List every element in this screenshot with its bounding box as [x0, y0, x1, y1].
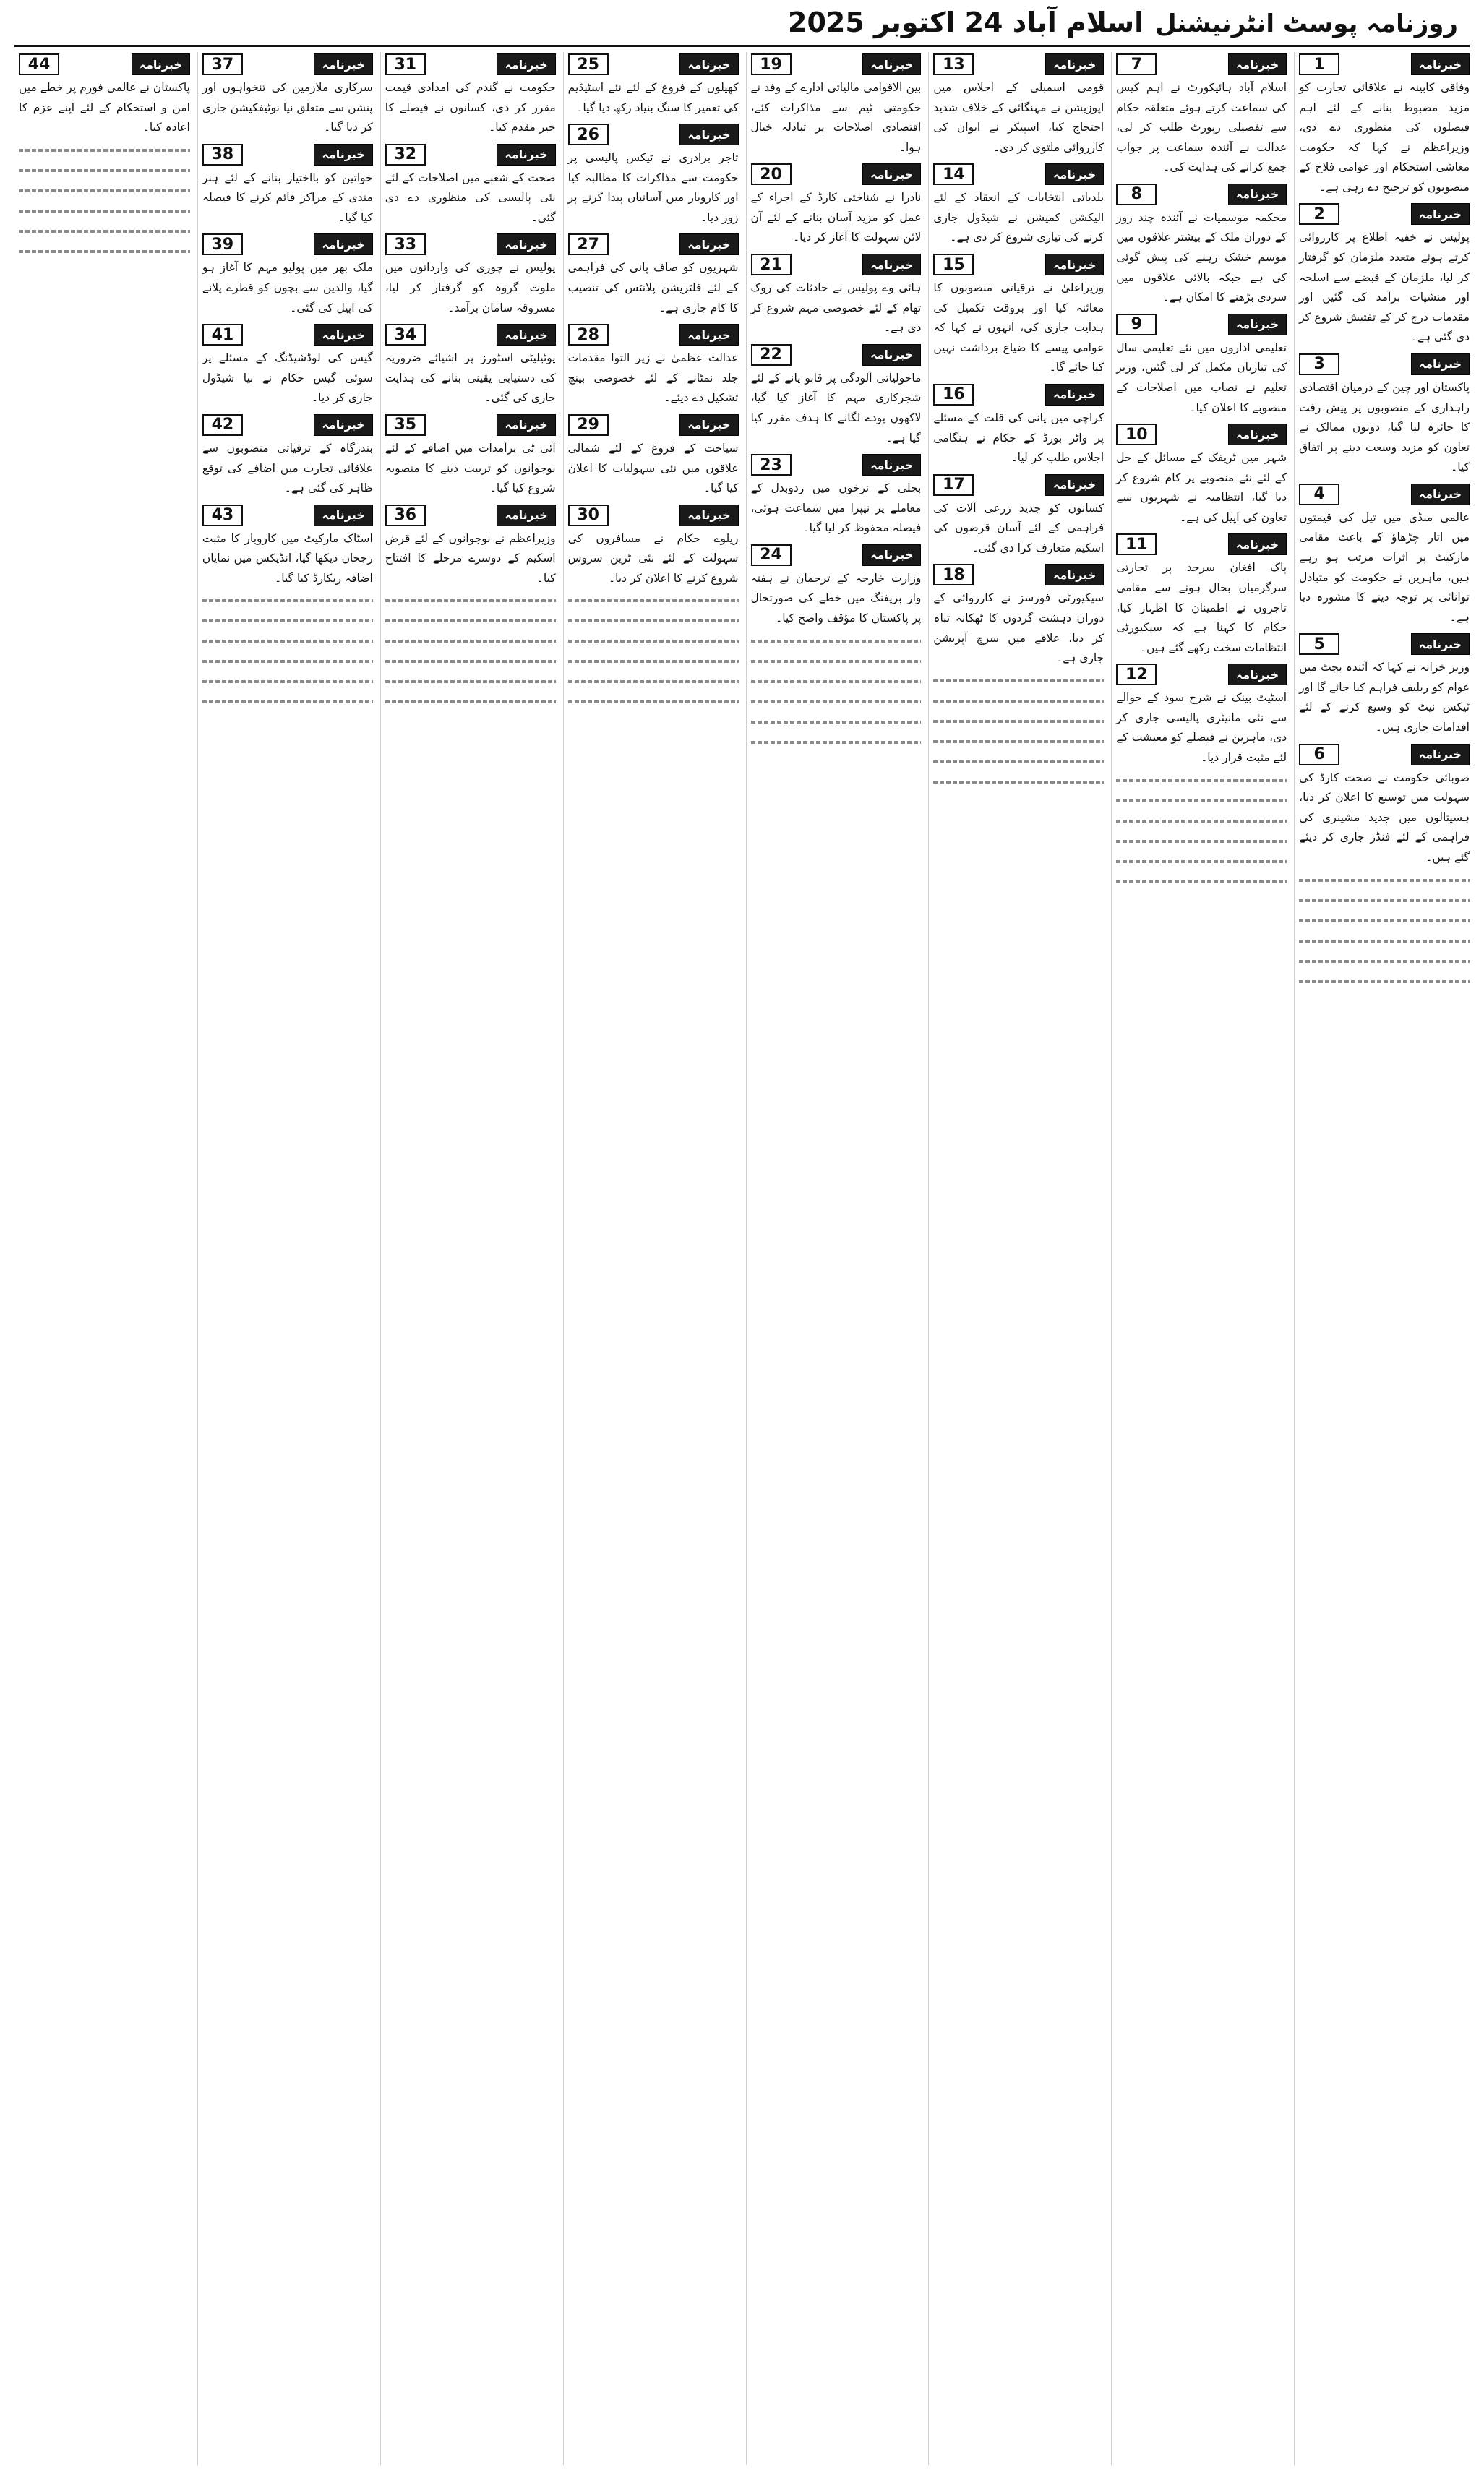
news-item	[568, 122, 739, 228]
news-body: وفاقی کابینہ نے علاقائی تجارت کو مزید مضبوط بنانے کے لئے اہم فیصلوں کی منظوری دے دی، وزیراعظم نے کہا کہ حکومت معاشی استحکام اور عوامی فلاح کے منصوبوں کو ترجیح دے رہی ہے۔	[1299, 81, 1470, 194]
news-body: بین الاقوامی مالیاتی ادارے کے وفد نے حکومتی ٹیم سے مذاکرات کئے، اقتصادی اصلاحات پر تبادلہ خیال ہوا۔	[750, 81, 922, 154]
column-rule	[385, 700, 556, 703]
masthead-title	[788, 7, 1458, 38]
news-item	[1299, 52, 1470, 197]
news-item	[385, 503, 556, 589]
news-body: تعلیمی اداروں میں نئے تعلیمی سال کی تیاریاں مکمل کر لی گئیں، وزیر تعلیم نے نصاب میں اصلاحات کے منصوبے کا اعلان کیا۔	[1116, 340, 1287, 414]
news-item	[1299, 352, 1470, 478]
news-item-header	[1299, 53, 1470, 75]
news-column	[746, 52, 922, 2465]
column-rule	[568, 599, 739, 602]
news-tag: خبرنامہ	[314, 53, 372, 75]
city-date: اسلام آباد 24 اکتوبر 2025	[788, 7, 1144, 38]
news-number: 3	[1299, 353, 1339, 375]
column-rule	[202, 700, 373, 703]
column-rule	[385, 619, 556, 622]
news-tag: خبرنامہ	[497, 505, 555, 526]
news-number: 6	[1299, 744, 1339, 765]
news-item-header	[751, 454, 922, 476]
news-item	[385, 322, 556, 408]
news-number: 16	[933, 384, 974, 406]
news-number: 35	[385, 414, 426, 436]
news-item	[385, 52, 556, 138]
news-tag: خبرنامہ	[1228, 424, 1287, 445]
news-item-header	[1116, 314, 1287, 335]
news-item	[933, 382, 1104, 468]
news-item-header	[1299, 633, 1470, 655]
news-number: 42	[202, 414, 243, 436]
news-tag: خبرنامہ	[1228, 664, 1287, 685]
column-rule	[385, 660, 556, 663]
news-column	[197, 52, 373, 2465]
news-item	[202, 142, 373, 228]
news-number: 22	[751, 344, 792, 366]
news-item	[385, 413, 556, 499]
column-rule	[568, 700, 739, 703]
news-item-header	[1116, 53, 1287, 75]
news-item-header	[385, 414, 556, 436]
news-number: 37	[202, 53, 243, 75]
news-tag: خبرنامہ	[1045, 474, 1104, 496]
news-number: 30	[568, 505, 609, 526]
news-tag: خبرنامہ	[497, 414, 555, 436]
news-item-header	[202, 144, 373, 166]
column-rule	[385, 640, 556, 643]
news-item	[933, 252, 1104, 378]
news-item-header	[385, 233, 556, 255]
news-number: 5	[1299, 633, 1339, 655]
news-tag: خبرنامہ	[862, 254, 921, 275]
column-rule	[1299, 940, 1470, 943]
news-tag: خبرنامہ	[1411, 53, 1470, 75]
news-tag: خبرنامہ	[1045, 163, 1104, 185]
column-rule	[1299, 919, 1470, 922]
news-number: 33	[385, 233, 426, 255]
news-item-header	[933, 163, 1104, 185]
news-tag: خبرنامہ	[1228, 53, 1287, 75]
news-body: یوٹیلیٹی اسٹورز پر اشیائے ضروریہ کی دستیابی یقینی بنانے کی ہدایت جاری کی گئی۔	[385, 351, 556, 405]
news-number: 10	[1116, 424, 1157, 445]
column-rule	[1299, 960, 1470, 963]
news-tag: خبرنامہ	[1228, 184, 1287, 205]
masthead	[0, 0, 1484, 45]
column-rule	[933, 760, 1104, 763]
news-item	[202, 52, 373, 138]
column-rule	[933, 700, 1104, 703]
news-item-header	[1116, 424, 1287, 445]
news-tag: خبرنامہ	[497, 144, 555, 166]
news-body: سیکیورٹی فورسز نے کارروائی کے دوران دہشت گردوں کا ٹھکانہ تباہ کر دیا، علاقے میں سرچ آپریشن جاری ہے۔	[933, 591, 1105, 665]
news-item	[1116, 312, 1287, 418]
news-number: 31	[385, 53, 426, 75]
news-number: 20	[751, 163, 792, 185]
news-tag: خبرنامہ	[314, 505, 372, 526]
column-rule	[19, 230, 190, 233]
news-item	[568, 503, 739, 589]
news-body: آئی ٹی برآمدات میں اضافے کے لئے نوجوانوں کو تربیت دینے کا منصوبہ شروع کیا گیا۔	[385, 441, 556, 495]
news-item	[202, 322, 373, 408]
news-number: 15	[933, 254, 974, 275]
column-rule	[751, 680, 922, 683]
news-body: قومی اسمبلی کے اجلاس میں اپوزیشن نے مہنگائی کے خلاف شدید احتجاج کیا، اسپیکر نے ایوان کی کارروائی ملتوی کر دی۔	[933, 81, 1105, 154]
news-number: 19	[751, 53, 792, 75]
news-item	[1116, 662, 1287, 768]
news-body: اسٹاک مارکیٹ میں کاروبار کا مثبت رجحان دیکھا گیا، انڈیکس میں نمایاں اضافہ ریکارڈ کیا گیا۔	[202, 531, 373, 585]
column-rule	[19, 189, 190, 192]
news-item	[1116, 182, 1287, 308]
news-item-header	[568, 324, 739, 346]
news-body: کراچی میں پانی کی قلت کے مسئلے پر واٹر بورڈ کے حکام نے ہنگامی اجلاس طلب کر لیا۔	[933, 411, 1105, 465]
news-tag: خبرنامہ	[1411, 633, 1470, 655]
column-rule	[568, 680, 739, 683]
news-tag: خبرنامہ	[314, 324, 372, 346]
column-rule	[19, 149, 190, 152]
news-number: 18	[933, 564, 974, 585]
news-number: 1	[1299, 53, 1339, 75]
news-item	[933, 52, 1104, 158]
news-item-header	[1116, 533, 1287, 555]
column-rule	[751, 741, 922, 744]
news-item	[568, 322, 739, 408]
news-body: عالمی منڈی میں تیل کی قیمتوں میں اتار چڑھاؤ کے باعث مقامی مارکیٹ پر اثرات مرتب ہو رہے ہیں، ماہرین نے حکومت کو متبادل توانائی پر توجہ دینے کا مشورہ دیا ہے۔	[1299, 510, 1470, 624]
news-item	[751, 162, 922, 248]
column-rule	[19, 250, 190, 253]
news-body: اسلام آباد ہائیکورٹ نے اہم کیس کی سماعت کرتے ہوئے متعلقہ حکام سے تفصیلی رپورٹ طلب کر لی، عدالت نے آئندہ سماعت پر جواب جمع کرانے کی ہدایت کی۔	[1116, 81, 1287, 174]
news-item	[202, 232, 373, 318]
news-number: 32	[385, 144, 426, 166]
news-tag: خبرنامہ	[679, 505, 738, 526]
news-column	[1111, 52, 1287, 2465]
news-item-header	[568, 53, 739, 75]
column-rule	[19, 169, 190, 172]
column-rule	[1116, 880, 1287, 883]
news-number: 36	[385, 505, 426, 526]
news-number: 44	[19, 53, 59, 75]
news-item	[1299, 482, 1470, 627]
news-number: 13	[933, 53, 974, 75]
news-tag: خبرنامہ	[862, 344, 921, 366]
news-body: محکمہ موسمیات نے آئندہ چند روز کے دوران ملک کے بیشتر علاقوں میں موسم خشک رہنے کی پیش گوئی کی ہے جبکہ بالائی علاقوں میں سردی بڑھنے کا امکان ہے۔	[1116, 210, 1287, 304]
news-tag: خبرنامہ	[1411, 353, 1470, 375]
news-body: وزیر خزانہ نے کہا کہ آئندہ بجٹ میں عوام کو ریلیف فراہم کیا جائے گا اور ٹیکس نیٹ کو وسیع کرنے کے لئے اقدامات جاری ہیں۔	[1299, 661, 1470, 734]
news-item	[751, 52, 922, 158]
column-rule	[933, 781, 1104, 784]
news-item-header	[1116, 184, 1287, 205]
news-tag: خبرنامہ	[1045, 384, 1104, 406]
news-item	[1299, 742, 1470, 868]
news-number: 27	[568, 233, 609, 255]
news-number: 21	[751, 254, 792, 275]
news-body: صحت کے شعبے میں اصلاحات کے لئے نئی پالیسی کی منظوری دے دی گئی۔	[385, 171, 556, 224]
news-item-header	[385, 324, 556, 346]
news-body: پاکستان نے عالمی فورم پر خطے میں امن و استحکام کے لئے اپنے عزم کا اعادہ کیا۔	[19, 81, 190, 134]
column-rule	[385, 680, 556, 683]
news-body: اسٹیٹ بینک نے شرح سود کے حوالے سے نئی مانیٹری پالیسی جاری کر دی، ماہرین نے فیصلے کو معیشت کے لئے مثبت قرار دیا۔	[1116, 691, 1287, 765]
news-item-header	[202, 233, 373, 255]
news-item-header	[1299, 353, 1470, 375]
news-tag: خبرنامہ	[1228, 314, 1287, 335]
paper-name: روزنامہ پوسٹ انٹرنیشنل	[1155, 9, 1458, 38]
news-tag: خبرنامہ	[497, 324, 555, 346]
news-number: 25	[568, 53, 609, 75]
news-item-header	[751, 344, 922, 366]
news-body: سرکاری ملازمین کی تنخواہوں اور پنشن سے متعلق نیا نوٹیفکیشن جاری کر دیا گیا۔	[202, 81, 373, 134]
news-tag: خبرنامہ	[314, 233, 372, 255]
news-tag: خبرنامہ	[862, 163, 921, 185]
news-item	[1116, 52, 1287, 178]
news-body: ریلوے حکام نے مسافروں کی سہولت کے لئے نئی ٹرین سروس شروع کرنے کا اعلان کر دیا۔	[567, 531, 739, 585]
news-item-header	[933, 474, 1104, 496]
column-rule	[1299, 879, 1470, 882]
news-item-header	[19, 53, 190, 75]
column-rule	[568, 660, 739, 663]
column-rule	[568, 619, 739, 622]
news-tag: خبرنامہ	[1045, 254, 1104, 275]
news-item-header	[202, 505, 373, 526]
news-item-header	[751, 544, 922, 566]
news-body: حکومت نے گندم کی امدادی قیمت مقرر کر دی، کسانوں نے فیصلے کا خیر مقدم کیا۔	[385, 81, 556, 134]
news-tag: خبرنامہ	[1411, 744, 1470, 765]
news-number: 11	[1116, 533, 1157, 555]
column-rule	[933, 740, 1104, 743]
news-item-header	[933, 564, 1104, 585]
news-number: 8	[1116, 184, 1157, 205]
news-tag: خبرنامہ	[1411, 203, 1470, 225]
column-rule	[751, 721, 922, 724]
column-rule	[202, 660, 373, 663]
news-body: تاجر برادری نے ٹیکس پالیسی پر حکومت سے مذاکرات کا مطالبہ کیا اور کاروبار میں آسانیاں پیدا کرنے پر زور دیا۔	[567, 151, 739, 224]
news-number: 41	[202, 324, 243, 346]
news-item-header	[751, 254, 922, 275]
news-number: 28	[568, 324, 609, 346]
column-rule	[202, 680, 373, 683]
news-tag: خبرنامہ	[862, 544, 921, 566]
news-item-header	[568, 233, 739, 255]
column-rule	[19, 210, 190, 213]
news-tag: خبرنامہ	[497, 233, 555, 255]
news-number: 38	[202, 144, 243, 166]
column-rule	[568, 640, 739, 643]
news-tag: خبرنامہ	[679, 324, 738, 346]
news-number: 9	[1116, 314, 1157, 335]
news-body: شہر میں ٹریفک کے مسائل کے حل کے لئے نئے منصوبے پر کام شروع کر دیا گیا، انتظامیہ نے شہریوں سے تعاون کی اپیل کی ہے۔	[1116, 451, 1287, 524]
news-item	[19, 52, 190, 138]
news-item	[751, 343, 922, 448]
news-body: ملک بھر میں پولیو مہم کا آغاز ہو گیا، والدین سے بچوں کو قطرے پلانے کی اپیل کی گئی۔	[202, 261, 373, 314]
news-tag: خبرنامہ	[497, 53, 555, 75]
news-item	[1116, 532, 1287, 658]
news-body: خواتین کو بااختیار بنانے کے لئے ہنر مندی کے مراکز قائم کرنے کا فیصلہ کیا گیا۔	[202, 171, 373, 224]
news-item-header	[568, 505, 739, 526]
news-item	[202, 503, 373, 589]
news-item	[568, 52, 739, 118]
news-item-header	[202, 53, 373, 75]
column-rule	[751, 660, 922, 663]
news-item	[568, 413, 739, 499]
column-rule	[751, 700, 922, 703]
news-item	[933, 562, 1104, 668]
news-body: صوبائی حکومت نے صحت کارڈ کی سہولت میں توسیع کا اعلان کر دیا، ہسپتالوں میں جدید مشینری کی فراہمی کے لئے فنڈز جاری کر دیئے گئے ہیں۔	[1299, 771, 1470, 864]
news-number: 23	[751, 454, 792, 476]
news-number: 39	[202, 233, 243, 255]
news-tag: خبرنامہ	[862, 53, 921, 75]
news-item	[751, 452, 922, 539]
column-rule	[1116, 860, 1287, 863]
news-tag: خبرنامہ	[679, 53, 738, 75]
news-item	[1299, 632, 1470, 737]
news-body: عدالت عظمیٰ نے زیر التوا مقدمات جلد نمٹانے کے لئے خصوصی بینچ تشکیل دے دیئے۔	[567, 351, 739, 405]
news-tag: خبرنامہ	[1045, 53, 1104, 75]
news-body: ہائی وے پولیس نے حادثات کی روک تھام کے لئے خصوصی مہم شروع کر دی ہے۔	[750, 281, 922, 335]
news-body: شہریوں کو صاف پانی کی فراہمی کے لئے فلٹریشن پلانٹس کی تنصیب کا کام جاری ہے۔	[567, 261, 739, 314]
column-rule	[202, 599, 373, 602]
column-rule	[751, 640, 922, 643]
column-rule	[1116, 820, 1287, 823]
news-body: بلدیاتی انتخابات کے انعقاد کے لئے الیکشن کمیشن نے شیڈول جاری کرنے کی تیاری شروع کر دی ہے۔	[933, 191, 1105, 244]
column-rule	[1116, 840, 1287, 843]
news-item	[1116, 422, 1287, 528]
column-rule	[1116, 779, 1287, 782]
news-item	[933, 162, 1104, 248]
news-item-header	[568, 124, 739, 145]
news-body: وزیراعلیٰ نے ترقیاتی منصوبوں کا معائنہ کیا اور بروقت تکمیل کی ہدایت جاری کی، انہوں نے کہا کہ عوامی پیسے کا ضیاع برداشت نہیں کیا جائے گا۔	[933, 281, 1105, 374]
news-body: پولیس نے چوری کی وارداتوں میں ملوث گروہ کو گرفتار کر لیا، مسروقہ سامان برآمد۔	[385, 261, 556, 314]
news-item	[202, 413, 373, 499]
news-item-header	[1299, 744, 1470, 765]
column-rule	[933, 720, 1104, 723]
news-tag: خبرنامہ	[862, 454, 921, 476]
news-body: نادرا نے شناختی کارڈ کے اجراء کے عمل کو مزید آسان بنانے کے لئے آن لائن سہولت کا آغاز کر دیا۔	[750, 191, 922, 244]
news-item	[568, 232, 739, 318]
news-tag: خبرنامہ	[679, 233, 738, 255]
news-body: پاکستان اور چین کے درمیان اقتصادی راہداری کے منصوبوں پر پیش رفت کا جائزہ لیا گیا، دونوں ممالک نے تعاون کو مزید وسعت دینے پر اتفاق کیا۔	[1299, 380, 1470, 474]
news-item-header	[751, 53, 922, 75]
news-body: پولیس نے خفیہ اطلاع پر کارروائی کرتے ہوئے متعدد ملزمان کو گرفتار کر لیا، ملزمان کے قبضے سے اسلحہ اور منشیات برآمد کی گئیں اور مقدمات درج کر کے تفتیش شروع کر دی گئی ہے۔	[1299, 231, 1470, 344]
news-number: 26	[568, 124, 609, 145]
news-number: 34	[385, 324, 426, 346]
news-body: گیس کی لوڈشیڈنگ کے مسئلے پر سوئی گیس حکام نے نیا شیڈول جاری کر دیا۔	[202, 351, 373, 405]
news-tag: خبرنامہ	[314, 144, 372, 166]
news-item	[385, 142, 556, 228]
news-column	[1294, 52, 1470, 2465]
news-column	[563, 52, 739, 2465]
news-body: بجلی کے نرخوں میں ردوبدل کے معاملے پر نیپرا میں سماعت ہوئی، فیصلہ محفوظ کر لیا گیا۔	[750, 481, 922, 535]
news-tag: خبرنامہ	[679, 414, 738, 436]
news-tag: خبرنامہ	[314, 414, 372, 436]
news-body: کھیلوں کے فروغ کے لئے نئے اسٹیڈیم کی تعمیر کا سنگ بنیاد رکھ دیا گیا۔	[567, 81, 739, 114]
news-item	[933, 473, 1104, 559]
news-tag: خبرنامہ	[1411, 484, 1470, 505]
news-item-header	[1299, 203, 1470, 225]
news-body: وزیراعظم نے نوجوانوں کے لئے قرض اسکیم کے دوسرے مرحلے کا افتتاح کیا۔	[385, 531, 556, 585]
news-tag: خبرنامہ	[679, 124, 738, 145]
news-item-header	[202, 324, 373, 346]
news-item	[385, 232, 556, 318]
news-item-header	[385, 505, 556, 526]
news-tag: خبرنامہ	[1045, 564, 1104, 585]
news-item	[751, 543, 922, 629]
news-number: 7	[1116, 53, 1157, 75]
column-rule	[1299, 899, 1470, 902]
news-body: سیاحت کے فروغ کے لئے شمالی علاقوں میں نئی سہولیات کا اعلان کیا گیا۔	[567, 441, 739, 495]
news-tag: خبرنامہ	[1228, 533, 1287, 555]
news-number: 12	[1116, 664, 1157, 685]
news-item-header	[568, 414, 739, 436]
news-body: بندرگاہ کے ترقیاتی منصوبوں سے علاقائی تجارت میں اضافے کی توقع ظاہر کی گئی ہے۔	[202, 441, 373, 495]
news-number: 29	[568, 414, 609, 436]
news-item-header	[385, 144, 556, 166]
news-item-header	[751, 163, 922, 185]
news-number: 14	[933, 163, 974, 185]
column-rule	[202, 640, 373, 643]
news-columns	[14, 52, 1470, 2465]
news-item-header	[202, 414, 373, 436]
news-number: 24	[751, 544, 792, 566]
news-body: وزارت خارجہ کے ترجمان نے ہفتہ وار بریفنگ میں خطے کی صورتحال پر پاکستان کا مؤقف واضح کیا۔	[750, 571, 922, 625]
news-tag: خبرنامہ	[132, 53, 190, 75]
news-item-header	[1299, 484, 1470, 505]
column-rule	[933, 679, 1104, 682]
news-item	[751, 252, 922, 338]
news-number: 17	[933, 474, 974, 496]
news-item	[1299, 202, 1470, 347]
news-column	[380, 52, 556, 2465]
news-body: کسانوں کو جدید زرعی آلات کی فراہمی کے لئے آسان قرضوں کی اسکیم متعارف کرا دی گئی۔	[933, 501, 1105, 554]
news-body: ماحولیاتی آلودگی پر قابو پانے کے لئے شجرکاری مہم کا آغاز کیا گیا، لاکھوں پودے لگانے کا ہدف مقرر کیا گیا ہے۔	[750, 371, 922, 445]
masthead-rule	[14, 45, 1470, 47]
news-body: پاک افغان سرحد پر تجارتی سرگرمیاں بحال ہونے سے مقامی تاجروں نے اطمینان کا اظہار کیا، حکام کا کہنا ہے کہ سیکیورٹی انتظامات سخت رکھے گئے ہیں۔	[1116, 561, 1287, 654]
column-rule	[1116, 799, 1287, 802]
news-number: 4	[1299, 484, 1339, 505]
news-item-header	[1116, 664, 1287, 685]
news-item-header	[933, 254, 1104, 275]
news-number: 2	[1299, 203, 1339, 225]
column-rule	[202, 619, 373, 622]
news-column	[14, 52, 190, 2465]
news-item-header	[385, 53, 556, 75]
news-number: 43	[202, 505, 243, 526]
news-item-header	[933, 53, 1104, 75]
news-item-header	[933, 384, 1104, 406]
column-rule	[1299, 980, 1470, 983]
news-column	[928, 52, 1104, 2465]
column-rule	[385, 599, 556, 602]
